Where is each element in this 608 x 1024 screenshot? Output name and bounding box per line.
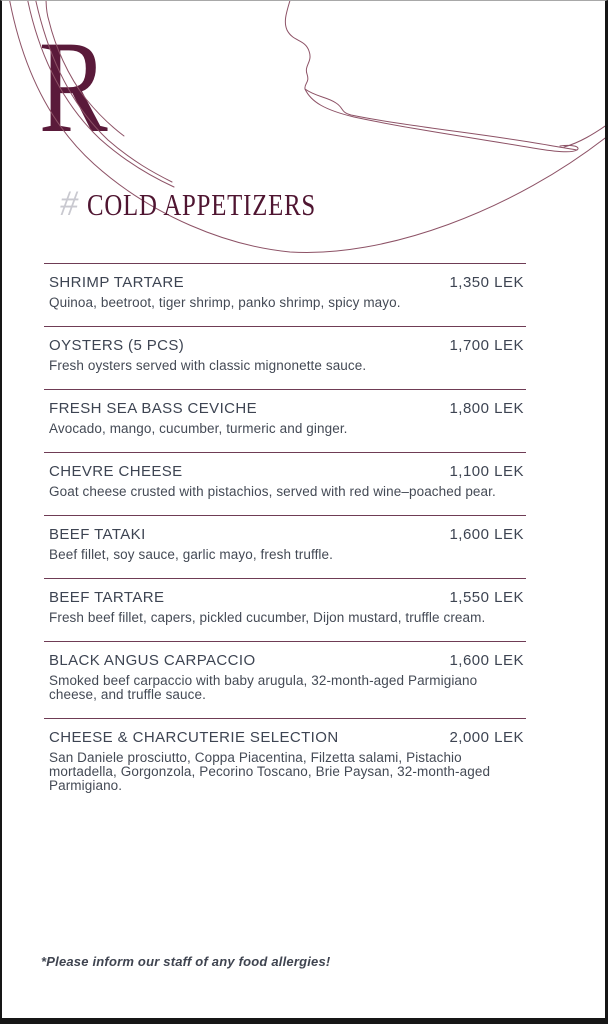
item-price: 1,700 LEK <box>449 337 524 354</box>
item-name: BLACK ANGUS CARPACCIO <box>49 652 256 669</box>
menu-item-header <box>49 465 524 479</box>
item-name: SHRIMP TARTARE <box>49 274 185 291</box>
menu-item-header <box>49 276 524 290</box>
allergy-note: *Please inform our staff of any food allergies! <box>41 954 331 969</box>
menu-item-header <box>49 654 524 668</box>
item-name: FRESH SEA BASS CEVICHE <box>49 400 258 417</box>
menu-item-header <box>49 528 524 542</box>
section-title-text: COLD APPETIZERS <box>87 187 317 222</box>
hull-bottom-line <box>305 89 578 152</box>
item-description: Fresh beef fillet, capers, pickled cucumber, Dijon mustard, truffle cream. <box>49 610 486 625</box>
menu-item <box>44 263 526 326</box>
menu-item-header <box>49 591 524 605</box>
wavy-line <box>285 1 310 89</box>
menu-item <box>44 515 526 578</box>
item-name: CHEESE & CHARCUTERIE SELECTION <box>49 729 339 746</box>
menu-item <box>44 326 526 389</box>
menu-item <box>44 641 526 718</box>
menu-item-header <box>49 402 524 416</box>
restaurant-logo: R <box>39 13 108 160</box>
menu-item-header <box>49 339 524 353</box>
item-name: BEEF TATAKI <box>49 526 146 543</box>
menu-item <box>44 578 526 641</box>
section-title <box>60 185 373 221</box>
menu-item <box>44 452 526 515</box>
item-price: 1,600 LEK <box>449 526 524 543</box>
menu-item <box>44 389 526 452</box>
hull-extension-line <box>564 122 608 147</box>
item-description: Smoked beef carpaccio with baby arugula, 32-month-aged Parmigiano cheese, and truffle sauce. <box>49 673 478 702</box>
item-price: 2,000 LEK <box>449 729 524 746</box>
item-price: 1,800 LEK <box>449 400 524 417</box>
item-description: Goat cheese crusted with pistachios, served with red wine–poached pear. <box>49 484 496 499</box>
menu-item-header <box>49 731 524 745</box>
hull-top-line <box>305 89 577 150</box>
item-price: 1,350 LEK <box>449 274 524 291</box>
item-price: 1,600 LEK <box>449 652 524 669</box>
hash-icon: # <box>60 183 78 223</box>
menu-list <box>44 263 526 809</box>
item-price: 1,550 LEK <box>449 589 524 606</box>
item-description: Fresh oysters served with classic mignonette sauce. <box>49 358 367 373</box>
item-name: OYSTERS (5 PCS) <box>49 337 185 354</box>
item-description: Quinoa, beetroot, tiger shrimp, panko shrimp, spicy mayo. <box>49 295 401 310</box>
item-name: CHEVRE CHEESE <box>49 463 183 480</box>
item-name: BEEF TARTARE <box>49 589 165 606</box>
item-price: 1,100 LEK <box>449 463 524 480</box>
item-description: Avocado, mango, cucumber, turmeric and ginger. <box>49 421 348 436</box>
item-description: San Daniele prosciutto, Coppa Piacentina, Filzetta salami, Pistachio mortadella, Gorgonzola, Pecorino Toscano, Brie Paysan, 32-month-aged Parmigiano. <box>49 750 491 793</box>
menu-item <box>44 718 526 809</box>
item-description: Beef fillet, soy sauce, garlic mayo, fresh truffle. <box>49 547 333 562</box>
